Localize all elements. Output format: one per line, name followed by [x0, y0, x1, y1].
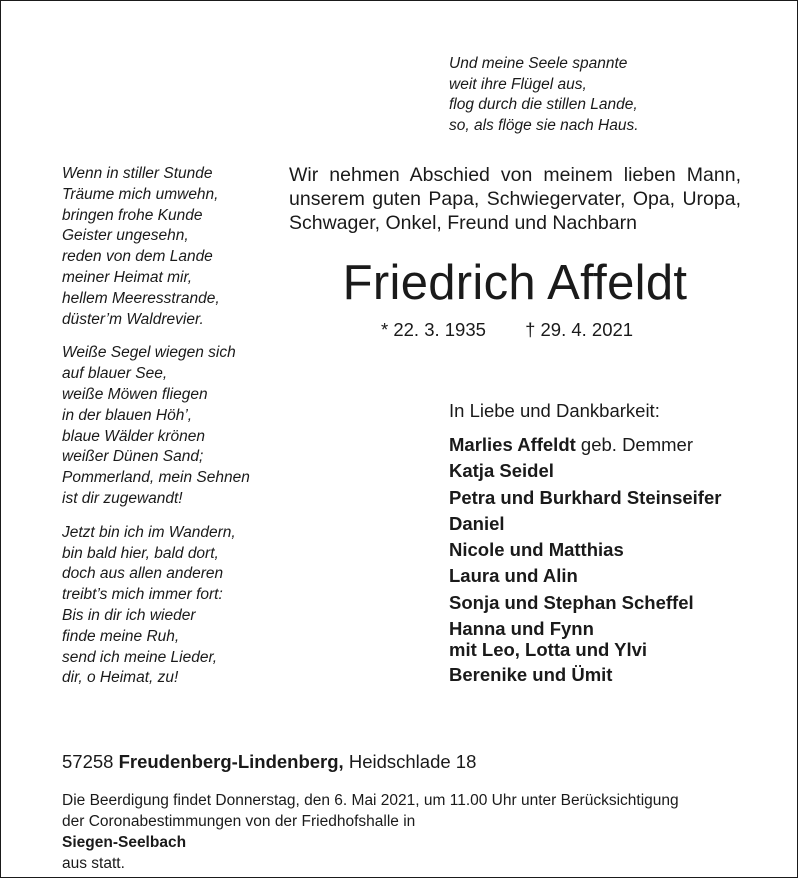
poem-line: doch aus allen anderen [62, 565, 224, 583]
poem-line: weißer Dünen Sand; [62, 448, 204, 466]
mourner-name: Laura und Alin [449, 565, 578, 587]
motto-line: flog durch die stillen Lande, [449, 96, 638, 113]
mourner-entry [449, 513, 721, 535]
mourner-name: Hanna und Fynn [449, 618, 594, 640]
motto-line: so, als flöge sie nach Haus. [449, 116, 639, 134]
poem-stanza-1 [62, 164, 282, 330]
postcode: 57258 [62, 751, 114, 772]
mourner-name: Katja Seidel [449, 460, 554, 482]
mourner-name: Berenike und Ümit [449, 664, 613, 686]
poem-line: bringen frohe Kunde [62, 206, 203, 224]
poem-line: dir, o Heimat, zu! [62, 669, 179, 687]
mourner-list [449, 434, 721, 691]
birth-date: * 22. 3. 1935 [381, 319, 486, 340]
mourner-entry [449, 565, 721, 587]
poem-line: Träume mich umwehn, [62, 185, 219, 203]
poem-line: send ich meine Lieder, [62, 648, 218, 666]
mourner-name: Nicole und Matthias [449, 539, 624, 561]
mourner-entry [449, 434, 721, 456]
poem-line: in der blauen Höh’, [62, 406, 193, 424]
motto-verse [449, 54, 639, 136]
intro-line: Wir nehmen Abschied von meinem lieben Mann, [289, 164, 741, 186]
poem-line: blaue Wälder krönen [62, 427, 206, 445]
mourner-name: Petra und Burkhard Steinseifer [449, 486, 722, 508]
mourner-entry [449, 618, 721, 660]
mourner-name: Marlies Affeldt [449, 434, 576, 455]
mourner-entry [449, 487, 721, 509]
maiden-name: geb. Demmer [575, 434, 693, 455]
thanks-label: In Liebe und Dankbarkeit: [449, 400, 660, 421]
poem-line: Jetzt bin ich im Wandern, [62, 523, 236, 541]
mourner-name: Daniel [449, 512, 505, 534]
poem-stanza-3 [62, 523, 282, 689]
funeral-place: Siegen-Seelbach [62, 834, 187, 851]
poem-line: Weiße Segel wiegen sich [62, 344, 236, 362]
death-date: † 29. 4. 2021 [525, 319, 634, 340]
mourner-entry [449, 592, 721, 614]
funeral-text-end: aus statt. [62, 855, 125, 872]
mourner-entry [449, 664, 721, 686]
poem-line: Geister ungesehn, [62, 227, 189, 245]
mourner-entry [449, 460, 721, 482]
funeral-text: der Coronabestimmungen von der Friedhofshalle in [62, 813, 416, 830]
poem-line: ist dir zugewandt! [62, 489, 183, 507]
mourner-entry [449, 539, 721, 561]
poem-line: hellem Meeresstrande, [62, 289, 220, 307]
family-address [62, 750, 476, 774]
poem-line: düster’m Waldrevier. [62, 310, 204, 328]
motto-line: weit ihre Flügel aus, [449, 75, 587, 93]
life-dates [381, 318, 633, 342]
poem-line: finde meine Ruh, [62, 627, 180, 645]
poem-line: auf blauer See, [62, 365, 168, 383]
poem-line: Wenn in stiller Stunde [62, 165, 213, 182]
poem-line: treibt’s mich immer fort: [62, 586, 223, 604]
poem-stanza-2 [62, 343, 282, 509]
poem-line: reden von dem Lande [62, 248, 213, 266]
funeral-notice [62, 790, 744, 874]
poem-line: meiner Heimat mir, [62, 268, 193, 286]
funeral-line-2 [62, 811, 744, 874]
street: Heidschlade 18 [348, 751, 477, 772]
mourner-name: Sonja und Stephan Scheffel [449, 591, 694, 613]
town: Freudenberg-Lindenberg, [118, 751, 344, 772]
funeral-line-1: Die Beerdigung findet Donnerstag, den 6. Mai 2021, um 11.00 Uhr unter Berücksichtigung [62, 792, 679, 809]
intro-line: unserem guten Papa, Schwiegervater, Opa, Uropa, [289, 188, 741, 210]
poem-line: bin bald hier, bald dort, [62, 544, 219, 562]
mourner-children: mit Leo, Lotta und Ylvi [449, 639, 648, 661]
poem-line: weiße Möwen fliegen [62, 385, 208, 403]
motto-line: Und meine Seele spannte [449, 55, 628, 72]
poem-line: Pommerland, mein Sehnen [62, 469, 250, 487]
deceased-name: Friedrich Affeldt [342, 256, 688, 310]
poem [62, 164, 282, 702]
poem-line: Bis in dir ich wieder [62, 606, 196, 624]
intro-line: Schwager, Onkel, Freund und Nachbarn [289, 212, 637, 234]
farewell-intro [289, 163, 741, 235]
